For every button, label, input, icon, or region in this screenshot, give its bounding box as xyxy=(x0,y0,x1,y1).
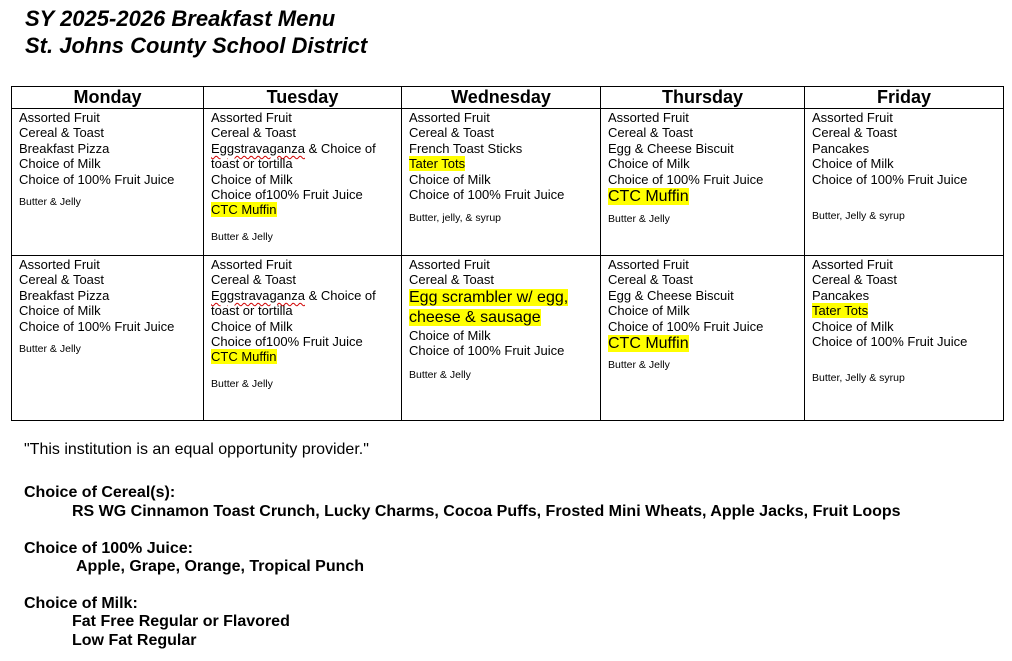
menu-item: Choice of 100% Fruit Juice xyxy=(409,343,565,359)
menu-item: Cereal & Toast xyxy=(608,125,694,141)
condiments-note: Butter & Jelly xyxy=(608,359,670,372)
highlighted-item: Egg scrambler w/ egg, cheese & sausage xyxy=(409,288,569,326)
menu-item: Choice of 100% Fruit Juice xyxy=(19,318,175,334)
menu-item: Choice of 100% Fruit Juice xyxy=(608,171,764,187)
menu-cell-week2-wednesday xyxy=(402,256,601,421)
menu-cell-week2-thursday xyxy=(601,256,805,421)
week-row-1 xyxy=(12,109,1004,256)
cereal-heading: Choice of Cereal(s): xyxy=(24,484,176,501)
menu-item: Cereal & Toast xyxy=(19,272,105,288)
menu-item: Assorted Fruit xyxy=(608,110,689,125)
menu-item: Choice of 100% Fruit Juice xyxy=(19,171,175,187)
menu-item: Assorted Fruit xyxy=(608,257,689,272)
menu-cell-week2-friday xyxy=(805,256,1004,421)
menu-item: Choice of Milk xyxy=(608,303,690,319)
menu-item-text: & Choice of toast or tortilla xyxy=(211,140,376,172)
highlighted-item: Tater Tots xyxy=(812,303,869,319)
spellcheck-word: Eggstravaganza xyxy=(211,140,305,156)
menu-item: Choice of100% Fruit Juice xyxy=(211,187,363,203)
menu-item: Assorted Fruit xyxy=(19,257,100,272)
menu-item: French Toast Sticks xyxy=(409,140,523,156)
condiments-note: Butter & Jelly xyxy=(608,213,670,226)
highlighted-item: CTC Muffin xyxy=(211,202,277,218)
menu-item: Pancakes xyxy=(812,140,870,156)
menu-item: Choice of100% Fruit Juice xyxy=(211,334,363,350)
menu-cell-week2-monday xyxy=(12,256,204,421)
day-header-monday: Monday xyxy=(12,87,204,109)
condiments-note: Butter & Jelly xyxy=(19,196,81,209)
menu-cell-week1-wednesday xyxy=(402,109,601,256)
highlighted-item: Tater Tots xyxy=(409,156,466,172)
menu-item: Choice of 100% Fruit Juice xyxy=(812,334,968,350)
menu-item: Pancakes xyxy=(812,287,870,303)
menu-item: Breakfast Pizza xyxy=(19,140,110,156)
condiments-note: Butter & Jelly xyxy=(211,230,273,243)
menu-item-text: & Choice of toast or tortilla xyxy=(211,287,376,319)
milk-option-fat-free: Fat Free Regular or Flavored xyxy=(72,613,290,630)
menu-item: Egg & Cheese Biscuit xyxy=(608,287,734,303)
menu-item: Choice of Milk xyxy=(409,327,491,343)
condiments-note: Butter, Jelly & syrup xyxy=(812,372,905,385)
district-title: St. Johns County School District xyxy=(25,33,368,58)
menu-item: Cereal & Toast xyxy=(211,272,297,288)
day-header-tuesday: Tuesday xyxy=(204,87,402,109)
menu-item: Choice of Milk xyxy=(812,156,894,172)
menu-item: Assorted Fruit xyxy=(19,110,100,125)
menu-item: Choice of Milk xyxy=(812,318,894,334)
menu-item: Breakfast Pizza xyxy=(19,287,110,303)
menu-item: Assorted Fruit xyxy=(211,110,292,125)
menu-item: Assorted Fruit xyxy=(409,257,490,272)
menu-item: Egg & Cheese Biscuit xyxy=(608,140,734,156)
day-header-friday: Friday xyxy=(805,87,1004,109)
menu-cell-week2-tuesday xyxy=(204,256,402,421)
condiments-note: Butter, Jelly & syrup xyxy=(812,210,905,223)
menu-title: SY 2025-2026 Breakfast Menu xyxy=(25,6,336,31)
menu-item: Cereal & Toast xyxy=(211,125,297,141)
day-header-thursday: Thursday xyxy=(601,87,805,109)
menu-cell-week1-thursday xyxy=(601,109,805,256)
menu-item: Choice of Milk xyxy=(608,156,690,172)
menu-item: Cereal & Toast xyxy=(608,272,694,288)
menu-item: Choice of 100% Fruit Juice xyxy=(812,171,968,187)
menu-item: Choice of 100% Fruit Juice xyxy=(409,187,565,203)
milk-heading: Choice of Milk: xyxy=(24,595,138,612)
menu-item: Choice of Milk xyxy=(19,303,101,319)
menu-item: Choice of Milk xyxy=(211,171,293,187)
menu-cell-week1-friday xyxy=(805,109,1004,256)
menu-item: Assorted Fruit xyxy=(812,110,893,125)
juice-list: Apple, Grape, Orange, Tropical Punch xyxy=(76,558,365,575)
menu-item: Choice of Milk xyxy=(211,318,293,334)
week-row-2 xyxy=(12,256,1004,421)
menu-item: Assorted Fruit xyxy=(409,110,490,125)
day-header-row xyxy=(12,87,1004,109)
condiments-note: Butter & Jelly xyxy=(409,368,471,381)
menu-item: Choice of Milk xyxy=(19,156,101,172)
menu-item: Cereal & Toast xyxy=(812,272,898,288)
menu-item: Assorted Fruit xyxy=(812,257,893,272)
menu-cell-week1-monday xyxy=(12,109,204,256)
breakfast-menu-table xyxy=(11,86,1004,421)
cereal-list: RS WG Cinnamon Toast Crunch, Lucky Charms, Cocoa Puffs, Frosted Mini Wheats, Apple Jacks, Fruit Loops xyxy=(72,503,901,520)
highlighted-item: CTC Muffin xyxy=(608,188,689,206)
menu-item-eggstravaganza xyxy=(211,141,397,172)
menu-item: Cereal & Toast xyxy=(19,125,105,141)
menu-item: Cereal & Toast xyxy=(812,125,898,141)
day-header-wednesday: Wednesday xyxy=(402,87,601,109)
condiments-note: Butter & Jelly xyxy=(19,343,81,356)
menu-item: Cereal & Toast xyxy=(409,272,495,288)
menu-item: Cereal & Toast xyxy=(409,125,495,141)
equal-opportunity-statement: "This institution is an equal opportunity provider." xyxy=(24,441,369,458)
menu-item: Choice of Milk xyxy=(409,171,491,187)
menu-item: Assorted Fruit xyxy=(211,257,292,272)
spellcheck-word: Eggstravaganza xyxy=(211,287,305,303)
highlighted-item: CTC Muffin xyxy=(608,335,689,353)
menu-item: Choice of 100% Fruit Juice xyxy=(608,318,764,334)
menu-item-eggstravaganza xyxy=(211,288,397,319)
menu-cell-week1-tuesday xyxy=(204,109,402,256)
condiments-note: Butter & Jelly xyxy=(211,377,273,390)
milk-option-low-fat: Low Fat Regular xyxy=(72,632,197,649)
condiments-note: Butter, jelly, & syrup xyxy=(409,212,502,225)
highlighted-item: CTC Muffin xyxy=(211,349,277,365)
juice-heading: Choice of 100% Juice: xyxy=(24,540,193,557)
